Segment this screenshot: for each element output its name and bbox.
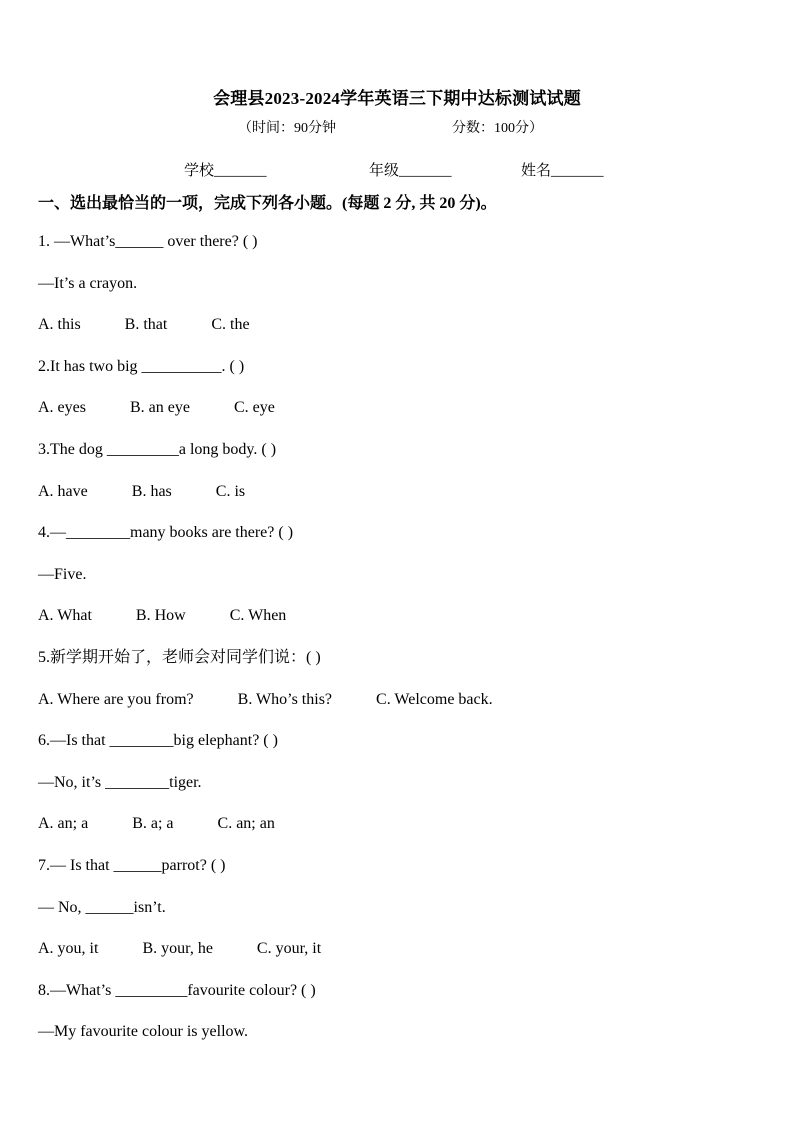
answer-options bbox=[38, 606, 758, 648]
question-line: 7.— Is that ______parrot? ( ) bbox=[38, 856, 226, 874]
answer-option: C. your, it bbox=[256, 940, 322, 958]
answer-option: A. eyes bbox=[38, 399, 86, 417]
question-line: — No, ______isn’t. bbox=[38, 898, 166, 916]
answer-options bbox=[38, 482, 758, 524]
answer-option: A. you, it bbox=[38, 940, 99, 958]
question-line: 1. —What’s______ over there? ( ) bbox=[38, 233, 258, 250]
answer-option: A. an; a bbox=[38, 815, 89, 833]
answer-option: B. that bbox=[124, 316, 168, 334]
answer-option: A. Where are you from? bbox=[38, 690, 194, 708]
answer-option: A. have bbox=[38, 482, 88, 500]
question-line: —My favourite colour is yellow. bbox=[38, 1023, 249, 1041]
grade-field: 年级_______ bbox=[369, 163, 452, 179]
answer-option: B. your, he bbox=[142, 940, 213, 958]
question-line: 4.—________many books are there? ( ) bbox=[38, 524, 294, 542]
answer-options bbox=[38, 814, 758, 856]
school-field: 学校_______ bbox=[184, 163, 267, 179]
time-limit: （时间：90分钟 bbox=[238, 121, 336, 136]
question-line: —It’s a crayon. bbox=[38, 274, 138, 292]
answer-option: C. the bbox=[211, 316, 250, 334]
question-list bbox=[38, 232, 758, 1064]
question-line: 2.It has two big __________. ( ) bbox=[38, 357, 245, 375]
question-line: —No, it’s ________tiger. bbox=[38, 773, 202, 791]
question-line: —Five. bbox=[38, 565, 87, 583]
answer-option: C. is bbox=[215, 482, 246, 500]
answer-option: B. Who’s this? bbox=[237, 690, 333, 708]
answer-options bbox=[38, 690, 758, 732]
page-title: 会理县2023-2024学年英语三下期中达标测试试题 bbox=[213, 89, 581, 108]
question-line: 6.—Is that ________big elephant? ( ) bbox=[38, 732, 278, 750]
answer-option: C. Welcome back. bbox=[376, 690, 493, 708]
total-score: 分数：100分） bbox=[452, 121, 543, 136]
answer-option: A. this bbox=[38, 316, 81, 334]
answer-options bbox=[38, 315, 758, 357]
answer-option: C. eye bbox=[233, 399, 275, 417]
answer-option: B. an eye bbox=[129, 399, 190, 417]
answer-options bbox=[38, 398, 758, 440]
answer-option: A. What bbox=[38, 607, 92, 625]
answer-option: C. an; an bbox=[217, 815, 275, 833]
answer-options bbox=[38, 939, 758, 981]
question-line: 3.The dog _________a long body. ( ) bbox=[38, 440, 277, 458]
section-title: 一、选出最恰当的一项，完成下列各小题。(每题 2 分, 共 20 分)。 bbox=[38, 195, 497, 212]
name-field: 姓名_______ bbox=[521, 163, 604, 179]
question-line: 8.—What’s _________favourite colour? ( ) bbox=[38, 981, 316, 999]
answer-option: B. has bbox=[131, 482, 172, 500]
answer-option: B. a; a bbox=[132, 815, 174, 833]
question-line: 5.新学期开始了，老师会对同学们说：( ) bbox=[38, 648, 321, 666]
answer-option: C. When bbox=[229, 607, 287, 625]
answer-option: B. How bbox=[135, 607, 186, 625]
